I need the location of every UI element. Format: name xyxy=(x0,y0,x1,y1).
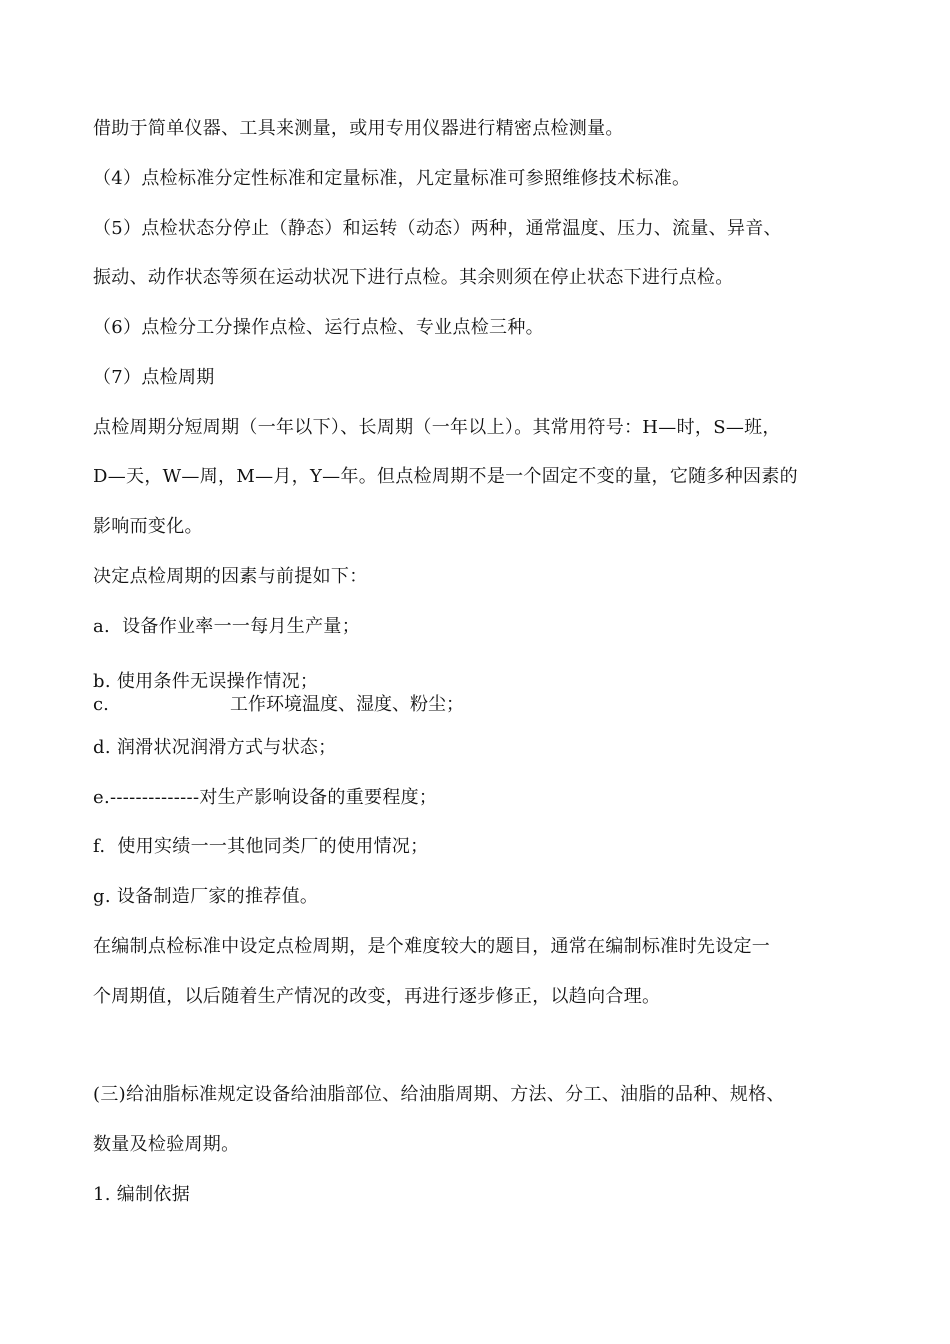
section-heading: （7）点检周期 xyxy=(93,367,215,388)
paragraph-line: （5）点检状态分停止（静态）和运转（动态）两种，通常温度、压力、流量、异音、 xyxy=(93,218,782,239)
section-heading: 1. 编制依据 xyxy=(93,1184,190,1205)
paragraph-line: 个周期值，以后随着生产情况的改变，再进行逐步修正，以趋向合理。 xyxy=(93,986,661,1007)
paragraph-line: 影响而变化。 xyxy=(93,516,203,537)
paragraph-line: 数量及检验周期。 xyxy=(93,1134,240,1155)
paragraph-line: 借助于简单仪器、工具来测量，或用专用仪器进行精密点检测量。 xyxy=(93,118,624,139)
paragraph-line: 决定点检周期的因素与前提如下： xyxy=(93,566,368,587)
paragraph-line: （6）点检分工分操作点检、运行点检、专业点检三种。 xyxy=(93,317,544,338)
paragraph-line: (三)给油脂标准规定设备给油脂部位、给油脂周期、方法、分工、油脂的品种、规格、 xyxy=(93,1084,785,1105)
list-item-text: 工作环境温度、湿度、粉尘； xyxy=(230,694,464,715)
paragraph-line: 振动、动作状态等须在运动状况下进行点检。其余则须在停止状态下进行点检。 xyxy=(93,267,734,288)
paragraph-line: D—天，W—周，M—月，Y—年。但点检周期不是一个固定不变的量，它随多种因素的 xyxy=(93,466,798,487)
list-item: b. 使用条件无误操作情况； xyxy=(93,671,319,692)
paragraph-line: 点检周期分短周期（一年以下）、长周期（一年以上）。其常用符号：H—时，S—班， xyxy=(93,417,781,438)
list-item: a. 设备作业率一一每月生产量； xyxy=(93,616,360,637)
list-item-label: c. xyxy=(93,694,109,715)
list-item: f. 使用实绩一一其他同类厂的使用情况； xyxy=(93,836,429,857)
paragraph-line: （4）点检标准分定性标准和定量标准，凡定量标准可参照维修技术标准。 xyxy=(93,168,691,189)
list-item: d. 润滑状况润滑方式与状态； xyxy=(93,737,337,758)
list-item: e.--------------对生产影响设备的重要程度； xyxy=(93,787,438,808)
paragraph-line: 在编制点检标准中设定点检周期，是个难度较大的题目，通常在编制标准时先设定一 xyxy=(93,936,771,957)
list-item: g. 设备制造厂家的推荐值。 xyxy=(93,886,319,907)
